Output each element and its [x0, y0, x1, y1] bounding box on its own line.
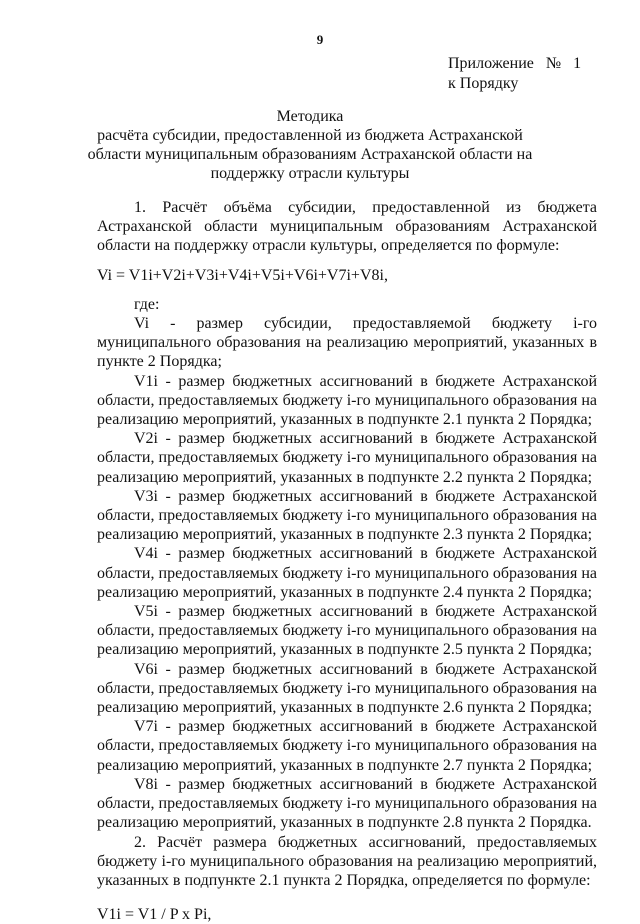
definition-v7i: V7i - размер бюджетных ассигнований в бюджете Астраханской области, предоставляемых бюджету i-го муниципального образования на реализацию мероприятий, указанных в подпункте 2.7 пункта 2 Порядка;: [97, 718, 597, 774]
title-heading: Методика: [276, 108, 344, 125]
appendix-line-1: Приложение № 1: [448, 55, 582, 72]
definition-v5i: V5i - размер бюджетных ассигнований в бюджете Астраханской области, предоставляемых бюджету i-го муниципального образования на реализацию мероприятий, указанных в подпункте 2.5 пункта 2 Порядка;: [97, 603, 597, 659]
where-label: где:: [134, 295, 160, 313]
paragraph-1: 1. Расчёт объёма субсидии, предоставленной из бюджета Астраханской области муниципальным образованиям Астраханской области на поддержку отрасли культуры, определяется по формуле:: [97, 199, 597, 255]
definition-v4i: V4i - размер бюджетных ассигнований в бюджете Астраханской области, предоставляемых бюджету i-го муниципального образования на реализацию мероприятий, указанных в подпункте 2.4 пункта 2 Порядка;: [97, 545, 597, 601]
document-title: [80, 107, 540, 183]
definition-v3i: V3i - размер бюджетных ассигнований в бюджете Астраханской области, предоставляемых бюджету i-го муниципального образования на реализацию мероприятий, указанных в подпункте 2.3 пункта 2 Порядка;: [97, 487, 597, 544]
appendix-reference: [448, 54, 581, 94]
definition-v2i: V2i - размер бюджетных ассигнований в бюджете Астраханской области, предоставляемых бюджету i-го муниципального образования на реализацию мероприятий, указанных в подпункте 2.2 пункта 2 Порядка;: [97, 430, 597, 486]
definition-vi: Vi - размер субсидии, предоставляемой бюджету i-го муниципального образования на реализацию мероприятий, указанных в пункте 2 Порядка;: [97, 315, 597, 371]
definition-v1i: V1i - размер бюджетных ассигнований в бюджете Астраханской области, предоставляемых бюджету i-го муниципального образования на реализацию мероприятий, указанных в подпункте 2.1 пункта 2 Порядка;: [97, 372, 597, 429]
paragraph-2: 2. Расчёт размера бюджетных ассигнований, предоставляемых бюджету i-го муниципального образования на реализацию мероприятий, указанных в подпункте 2.1 пункта 2 Порядка, определяется по формуле:: [97, 833, 597, 889]
document-body: [97, 198, 597, 924]
formula-2: V1i = V1 / P x Pi,: [97, 906, 212, 924]
page-number: 9: [316, 32, 324, 47]
definition-v8i: V8i - размер бюджетных ассигнований в бюджете Астраханской области, предоставляемых бюджету i-го муниципального образования на реализацию мероприятий, указанных в подпункте 2.8 пункта 2 Порядка.: [97, 775, 597, 832]
definition-v6i: V6i - размер бюджетных ассигнований в бюджете Астраханской области, предоставляемых бюджету i-го муниципального образования на реализацию мероприятий, указанных в подпункте 2.6 пункта 2 Порядка;: [97, 660, 597, 717]
appendix-line-2: к Порядку: [448, 75, 519, 92]
title-text: расчёта субсидии, предоставленной из бюджета Астраханской области муниципальным образованиям Астраханской области на поддержку отрасли культуры: [87, 127, 533, 182]
formula-1: Vi = V1i+V2i+V3i+V4i+V5i+V6i+V7i+V8i,: [97, 266, 388, 284]
